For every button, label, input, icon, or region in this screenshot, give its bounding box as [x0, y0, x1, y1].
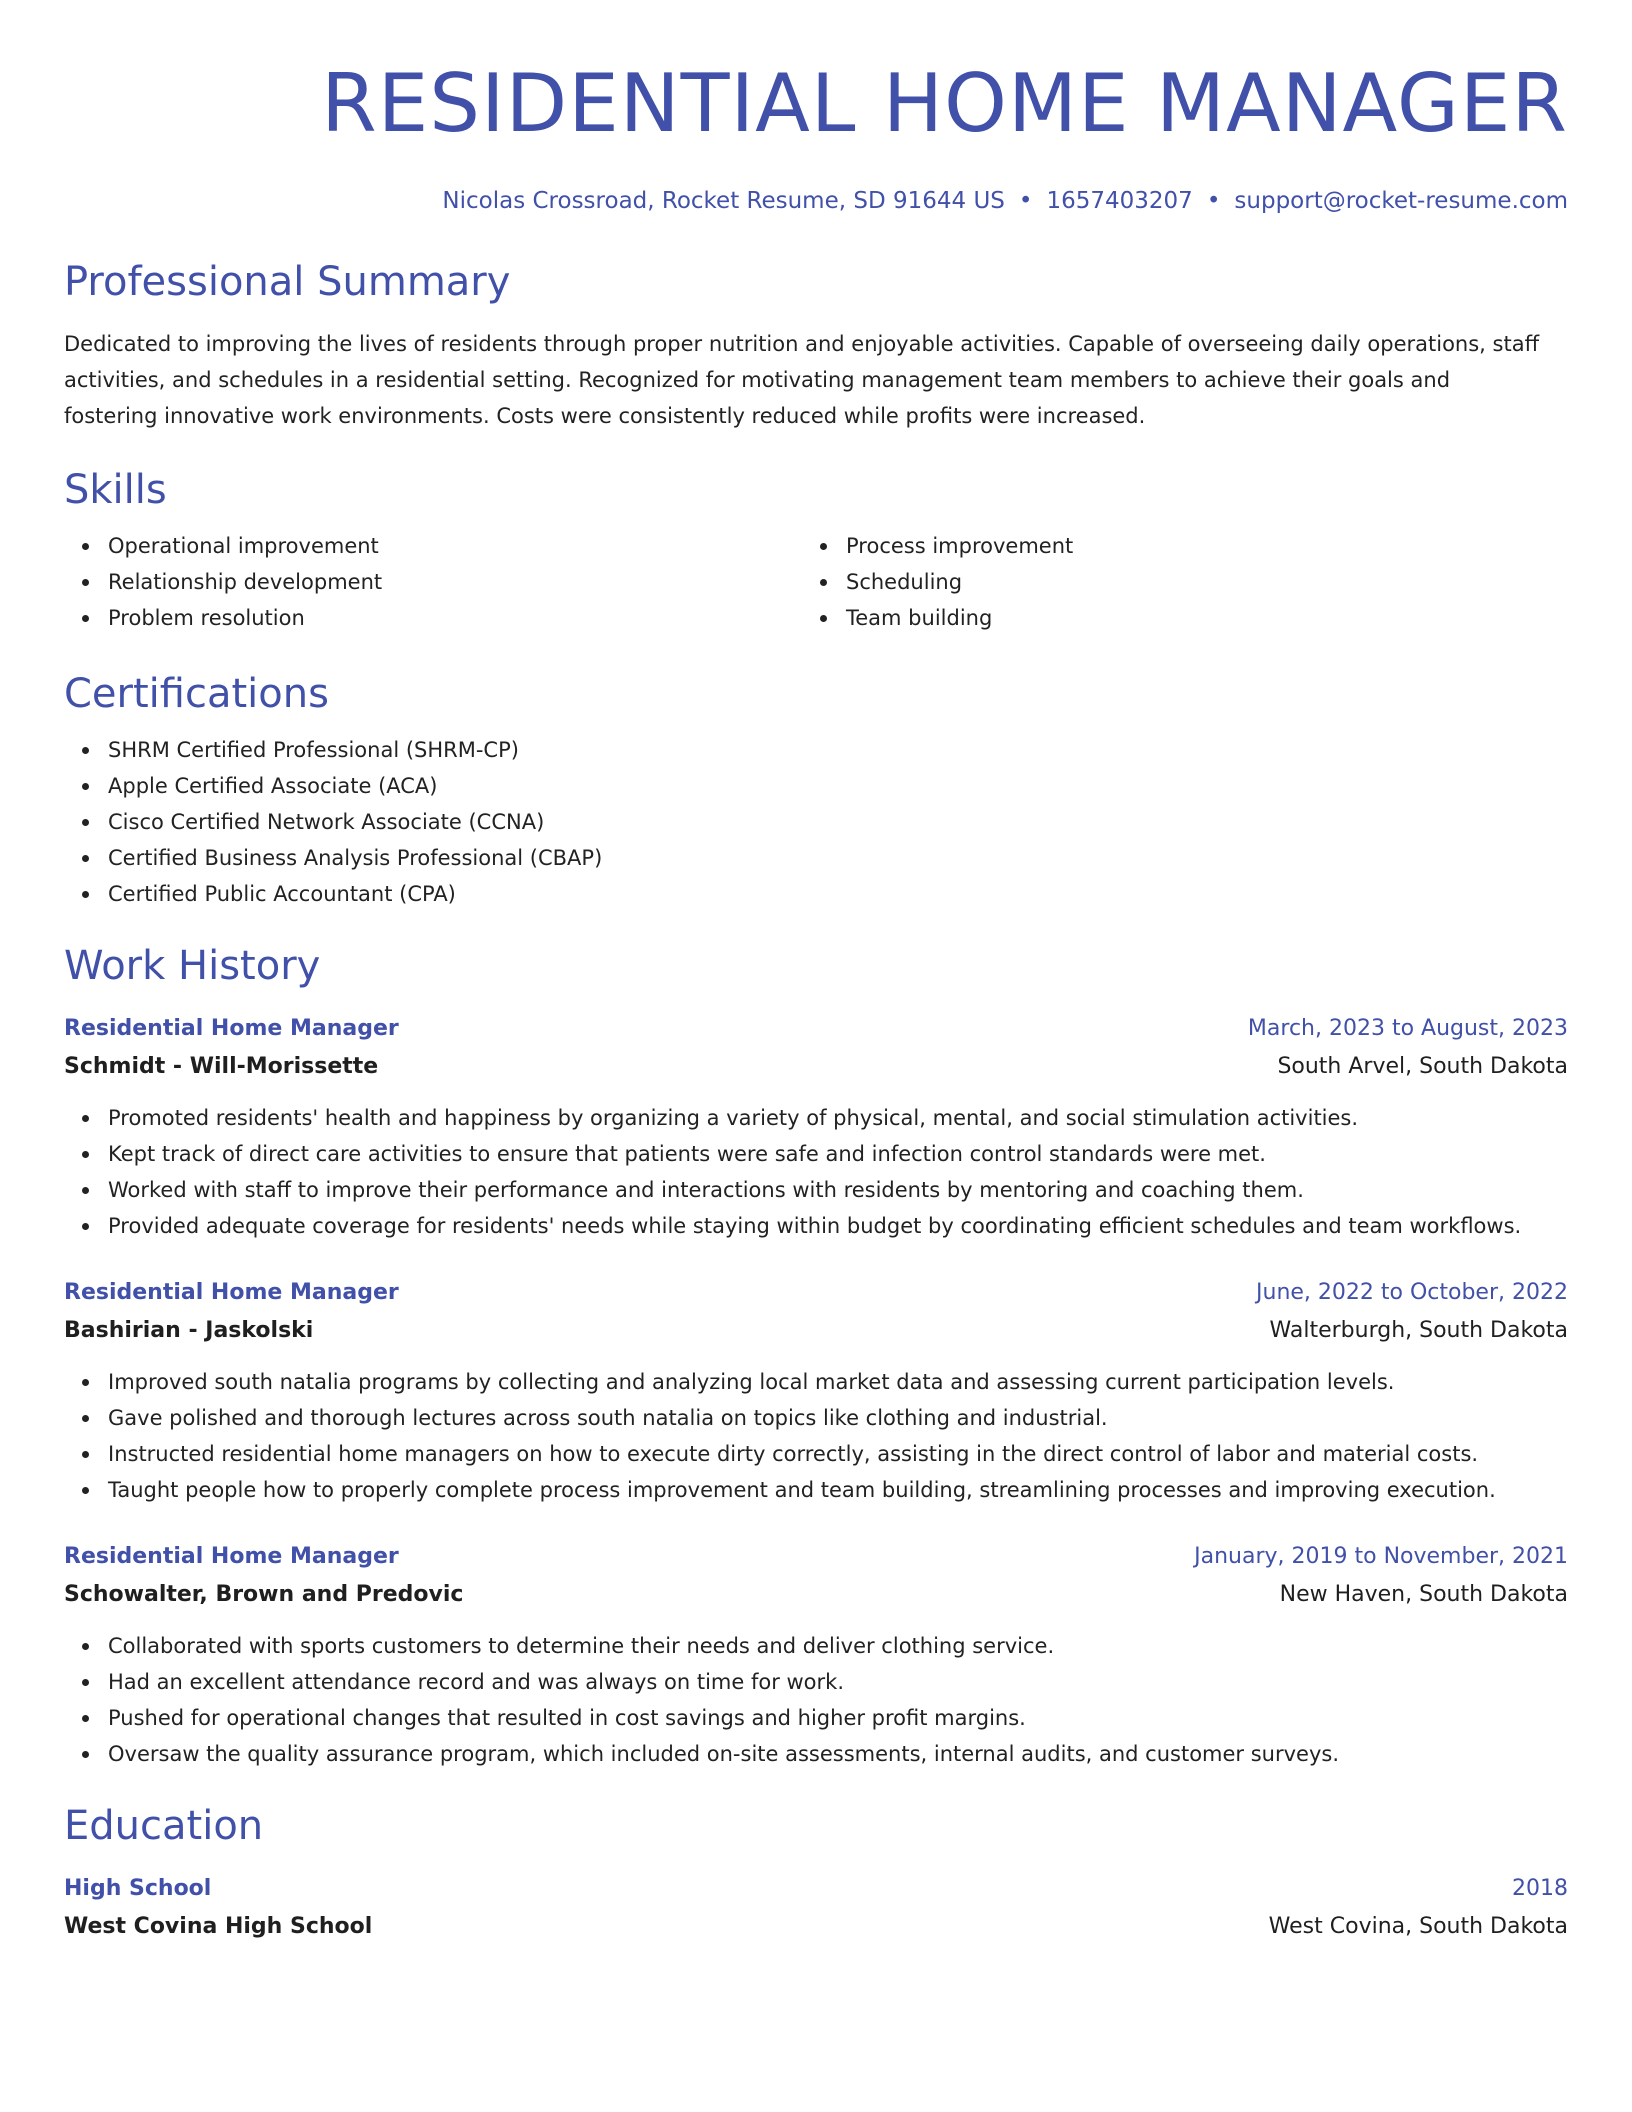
skills-list-left — [64, 528, 802, 636]
skill-item: Scheduling — [802, 564, 1540, 600]
contact-line — [64, 186, 1568, 216]
contact-address: Nicolas Crossroad, Rocket Resume, SD 91644 US — [442, 188, 1005, 214]
job-company: Bashirian - Jaskolski — [64, 1318, 314, 1343]
work-history-heading: Work History — [64, 943, 321, 989]
job-bullets — [64, 1628, 1568, 1772]
skills-list-right — [802, 528, 1540, 636]
job-dates: January, 2019 to November, 2021 — [1194, 1544, 1568, 1569]
job-entry — [64, 1274, 1568, 1508]
education-school: West Covina High School — [64, 1914, 373, 1939]
job-bullet: Pushed for operational changes that resulted in cost savings and higher profit margins. — [64, 1700, 1568, 1736]
job-dates: June, 2022 to October, 2022 — [1256, 1280, 1568, 1305]
job-company-row — [64, 1576, 1568, 1614]
skill-item: Operational improvement — [64, 528, 802, 564]
job-bullet: Provided adequate coverage for residents' needs while staying within budget by coordinating efficient schedules and team workflows. — [64, 1208, 1568, 1244]
job-bullet: Worked with staff to improve their performance and interactions with residents by mentoring and coaching them. — [64, 1172, 1568, 1208]
job-title-row — [64, 1538, 1568, 1576]
job-entry — [64, 1010, 1568, 1244]
certification-item: SHRM Certified Professional (SHRM-CP) — [64, 732, 1568, 768]
contact-phone: 1657403207 — [1046, 188, 1193, 214]
certification-item: Apple Certified Associate (ACA) — [64, 768, 1568, 804]
job-title-row — [64, 1274, 1568, 1312]
skill-item: Problem resolution — [64, 600, 802, 636]
job-bullet: Kept track of direct care activities to ensure that patients were safe and infection control standards were met. — [64, 1136, 1568, 1172]
certification-item: Cisco Certified Network Associate (CCNA) — [64, 804, 1568, 840]
education-heading: Education — [64, 1803, 264, 1849]
job-bullet: Oversaw the quality assurance program, which included on-site assessments, internal audits, and customer surveys. — [64, 1736, 1568, 1772]
skills-heading: Skills — [64, 467, 167, 513]
job-company: Schowalter, Brown and Predovic — [64, 1582, 464, 1607]
job-bullet: Taught people how to properly complete process improvement and team building, streamlining processes and improving execution. — [64, 1472, 1568, 1508]
education-school-row — [64, 1908, 1568, 1946]
certifications-list — [64, 732, 1568, 912]
job-title: Residential Home Manager — [64, 1016, 399, 1041]
certification-item: Certified Public Accountant (CPA) — [64, 876, 1568, 912]
job-company-row — [64, 1048, 1568, 1086]
skill-item: Relationship development — [64, 564, 802, 600]
education-degree-row — [64, 1870, 1568, 1908]
summary-section — [64, 258, 1568, 434]
job-title-row — [64, 1010, 1568, 1048]
work-history-section — [64, 942, 1568, 1772]
skill-item: Team building — [802, 600, 1540, 636]
summary-heading: Professional Summary — [64, 259, 511, 305]
job-bullet: Instructed residential home managers on how to execute dirty correctly, assisting in the direct control of labor and material costs. — [64, 1436, 1568, 1472]
contact-separator: • — [1206, 188, 1221, 214]
job-bullets — [64, 1100, 1568, 1244]
job-bullets — [64, 1364, 1568, 1508]
certifications-section — [64, 670, 1568, 912]
job-title: Residential Home Manager — [64, 1280, 399, 1305]
summary-text: Dedicated to improving the lives of residents through proper nutrition and enjoyable activities. Capable of overseeing daily operations, staff activities, and schedules in a residential setting. Recognized for motivating management team members to achieve their goals and fostering innovative work environments. Costs were consistently reduced while profits were increased. — [64, 332, 1540, 428]
job-dates: March, 2023 to August, 2023 — [1247, 1016, 1568, 1041]
certification-item: Certified Business Analysis Professional (CBAP) — [64, 840, 1568, 876]
resume-header — [64, 56, 1568, 216]
job-bullet: Had an excellent attendance record and was always on time for work. — [64, 1664, 1568, 1700]
job-bullet: Promoted residents' health and happiness by organizing a variety of physical, mental, and social stimulation activities. — [64, 1100, 1568, 1136]
contact-email[interactable]: support@rocket-resume.com — [1234, 188, 1568, 214]
job-company: Schmidt - Will-Morissette — [64, 1054, 379, 1079]
job-bullet: Gave polished and thorough lectures across south natalia on topics like clothing and industrial. — [64, 1400, 1568, 1436]
job-entry — [64, 1538, 1568, 1772]
job-location: South Arvel, South Dakota — [1277, 1054, 1568, 1079]
job-location: New Haven, South Dakota — [1279, 1582, 1568, 1607]
job-bullet: Collaborated with sports customers to determine their needs and deliver clothing service. — [64, 1628, 1568, 1664]
job-bullet: Improved south natalia programs by collecting and analyzing local market data and assessing current participation levels. — [64, 1364, 1568, 1400]
job-company-row — [64, 1312, 1568, 1350]
education-entry — [64, 1870, 1568, 1946]
job-title: Residential Home Manager — [64, 1544, 399, 1569]
skills-grid — [64, 528, 1568, 636]
certifications-heading: Certifications — [64, 671, 329, 717]
skill-item: Process improvement — [802, 528, 1540, 564]
education-section — [64, 1802, 1568, 1946]
job-location: Walterburgh, South Dakota — [1269, 1318, 1568, 1343]
candidate-title: RESIDENTIAL HOME MANAGER — [321, 57, 1568, 150]
education-location: West Covina, South Dakota — [1268, 1914, 1568, 1939]
education-degree: High School — [64, 1876, 212, 1901]
contact-separator: • — [1018, 188, 1033, 214]
education-year: 2018 — [1512, 1876, 1568, 1901]
skills-section — [64, 466, 1568, 636]
